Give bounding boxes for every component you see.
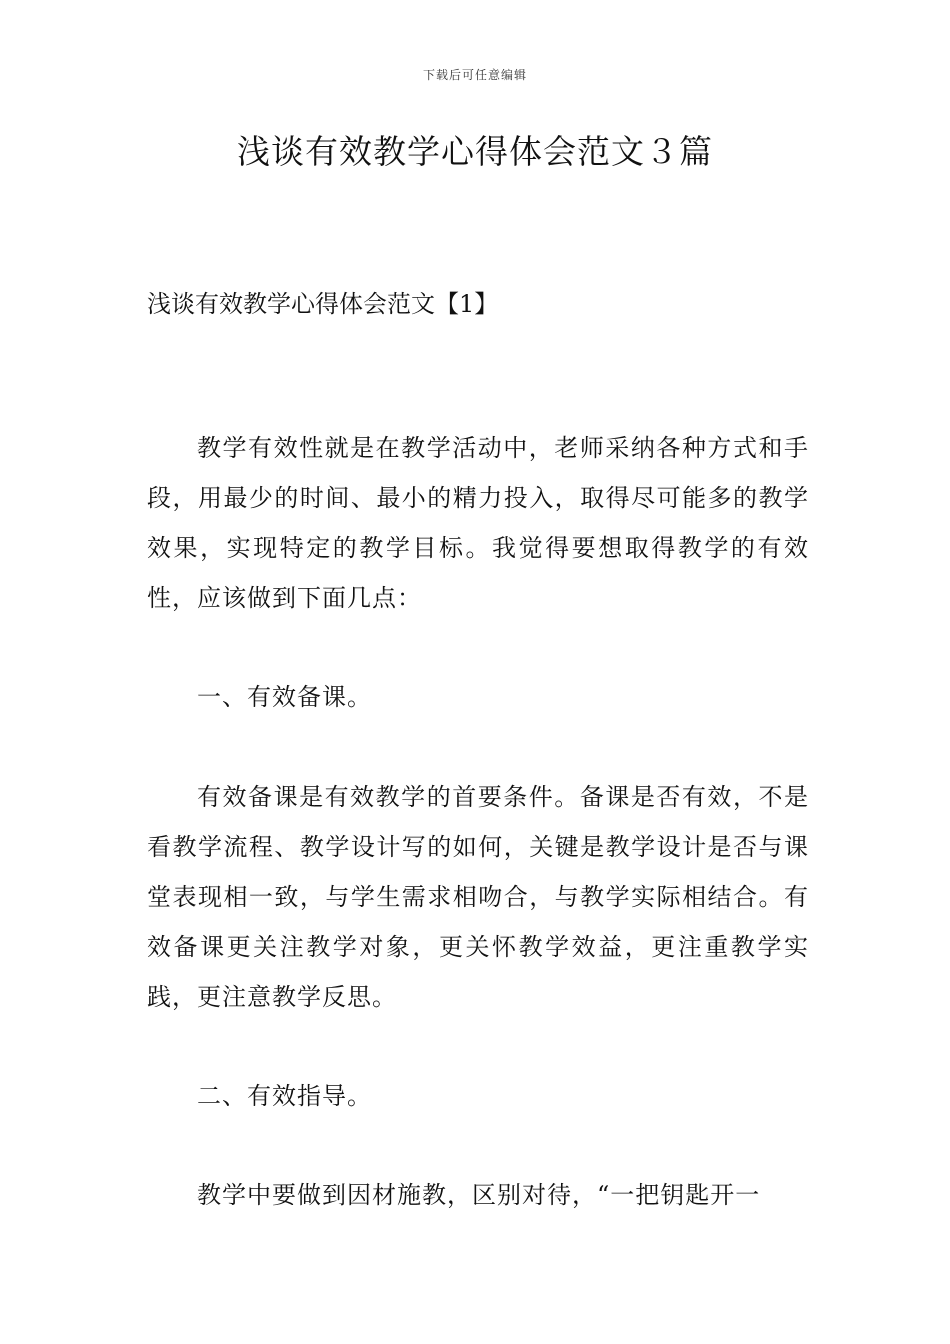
- paragraph-lesson-prep: 有效备课是有效教学的首要条件。备课是否有效，不是看教学流程、教学设计写的如何，关键是教学设计是否与课堂表现相一致，与学生需求相吻合，与教学实际相结合。有效备课更关注教学对象，更关怀教学效益，更注重教学实践，更注意教学反思。: [147, 783, 809, 1011]
- paragraph-guidance: 教学中要做到因材施教，区别对待，“一把钥匙开一: [197, 1181, 761, 1209]
- section-title: 浅谈有效教学心得体会范文【1】: [147, 290, 499, 318]
- heading-effective-lesson-prep: 一、有效备课。: [197, 683, 372, 711]
- heading-effective-guidance: 二、有效指导。: [197, 1082, 372, 1110]
- paragraph-intro: 教学有效性就是在教学活动中，老师采纳各种方式和手段，用最少的时间、最小的精力投入，取得尽可能多的教学效果，实现特定的教学目标。我觉得要想取得教学的有效性，应该做到下面几点：: [147, 434, 809, 612]
- header-note: 下载后可任意编辑: [422, 68, 527, 82]
- document-title: 浅谈有效教学心得体会范文３篇: [237, 132, 713, 171]
